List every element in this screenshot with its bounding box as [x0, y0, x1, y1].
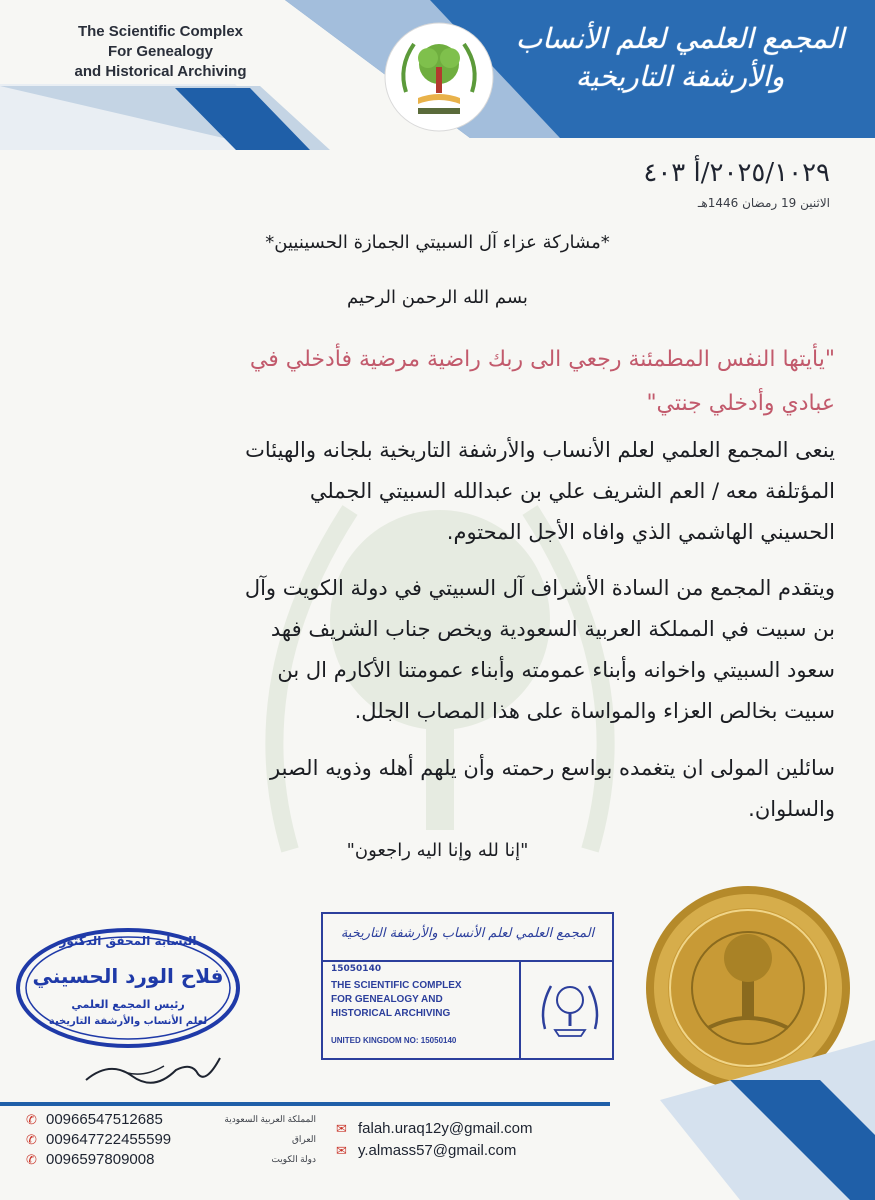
org-en-line2: For Genealogy [107, 43, 214, 60]
phone-number[interactable]: 00966547512685 [46, 1111, 163, 1128]
phone-icon: ✆ [26, 1112, 37, 1127]
registration-stamp [321, 912, 614, 1060]
email-address[interactable]: falah.uraq12y@gmail.com [358, 1120, 533, 1137]
stamp-role-line: رئيس المجمع العلمي [71, 998, 185, 1011]
registration-divider [519, 960, 521, 1058]
paragraph-prayer [40, 748, 835, 830]
email-row[interactable] [336, 1142, 596, 1164]
para1-line3: الحسيني الهاشمي الذي وافاه الأجل المحتوم. [446, 520, 835, 544]
envelope-icon: ✉ [336, 1121, 347, 1136]
phone-country: المملكة العربية السعودية [224, 1114, 316, 1124]
envelope-icon: ✉ [336, 1143, 347, 1158]
email-list [336, 1120, 596, 1164]
email-row[interactable] [336, 1120, 596, 1142]
tree-book-emblem-icon [384, 22, 494, 132]
paragraph-obituary [40, 430, 835, 553]
registration-line3: HISTORICAL ARCHIVING [331, 1008, 451, 1019]
registration-uk-line: UNITED KINGDOM NO: 15050140 [331, 1036, 457, 1045]
phone-country: دولة الكويت [271, 1154, 316, 1164]
phone-row[interactable] [26, 1131, 326, 1151]
phone-list [26, 1111, 326, 1171]
org-en-line3: and Historical Archiving [74, 63, 247, 80]
organization-name-english [38, 22, 283, 82]
para3-line2: والسلوان. [748, 797, 835, 821]
org-en-line1: The Scientific Complex [77, 23, 244, 40]
verse-line1: "يأيتها النفس المطمئنة رجعي الى ربك راضية مرضية فأدخلي في [249, 347, 835, 372]
phone-icon: ✆ [26, 1132, 37, 1147]
quran-verse [40, 338, 857, 426]
president-stamp [14, 926, 242, 1056]
phone-icon: ✆ [26, 1152, 37, 1167]
registration-line1: THE SCIENTIFIC COMPLEX [331, 980, 462, 991]
paragraph-condolences [40, 568, 835, 732]
phone-number[interactable]: 009647722455599 [46, 1131, 172, 1148]
phone-number[interactable]: 0096597809008 [46, 1151, 155, 1168]
closing-verse: "إنا لله وإنا اليه راجعون" [346, 840, 529, 861]
stamp-title-line: النسابة المحقق الدكتور [59, 934, 197, 948]
footer-divider-line [0, 1102, 610, 1106]
reference-number: ٢٠٢٥/١٠٢٩/أ ٤٠٣ [643, 158, 830, 188]
handwritten-signature [80, 1040, 230, 1088]
para2-line1: ويتقدم المجمع من السادة الأشراف آل السبيتي في دولة الكويت وآل [244, 576, 835, 600]
para1-line1: ينعى المجمع العلمي لعلم الأنساب والأرشفة التاريخية بلجانه والهيئات [245, 438, 835, 462]
footer-corner-decoration [600, 1040, 875, 1200]
registration-line2: FOR GENEALOGY AND [331, 994, 443, 1005]
phone-row[interactable] [26, 1111, 326, 1131]
verse-line2: عبادي وأدخلي جنتي" [646, 391, 835, 416]
para2-line3: سعود السبيتي واخوانه وأبناء عمومته وأبناء عمومتنا الأكارم ال بن [277, 658, 835, 682]
org-ar-line2: والأرشفة التاريخية [575, 60, 785, 93]
para2-line4: سبيت بخالص العزاء والمواساة على هذا المصاب الجلل. [354, 699, 835, 723]
para2-line2: بن سبيت في المملكة العربية السعودية ويخص جناب الشريف فهد [270, 617, 835, 641]
registration-number: 15050140 [331, 964, 382, 974]
stamp-tree-icon [535, 974, 605, 1044]
org-ar-line1: المجمع العلمي لعلم الأنساب [515, 22, 845, 55]
organization-name-arabic [515, 20, 845, 96]
phone-country: العراق [291, 1134, 316, 1144]
email-address[interactable]: y.almass57@gmail.com [358, 1142, 517, 1159]
phone-row[interactable] [26, 1151, 326, 1171]
para1-line2: المؤتلفة معه / العم الشريف علي بن عبدالله السبيتي الجملي [309, 479, 835, 503]
registration-stamp-header: المجمع العلمي لعلم الأنساب والأرشفة التاريخية [323, 914, 612, 962]
basmala: بسم الله الرحمن الرحيم [347, 287, 528, 308]
hijri-date: الاثنين 19 رمضان 1446هـ [697, 196, 830, 210]
stamp-name-line: فلاح الورد الحسيني [32, 964, 224, 988]
stamp-org-line: لعلم الأنساب والأرشفة التاريخية [48, 1016, 208, 1027]
para3-line1: سائلين المولى ان يتغمده بواسع رحمته وأن يلهم أهله وذويه الصبر [270, 756, 835, 780]
letter-title: *مشاركة عزاء آل السبيتي الجمازة الحسينيين* [265, 232, 610, 253]
